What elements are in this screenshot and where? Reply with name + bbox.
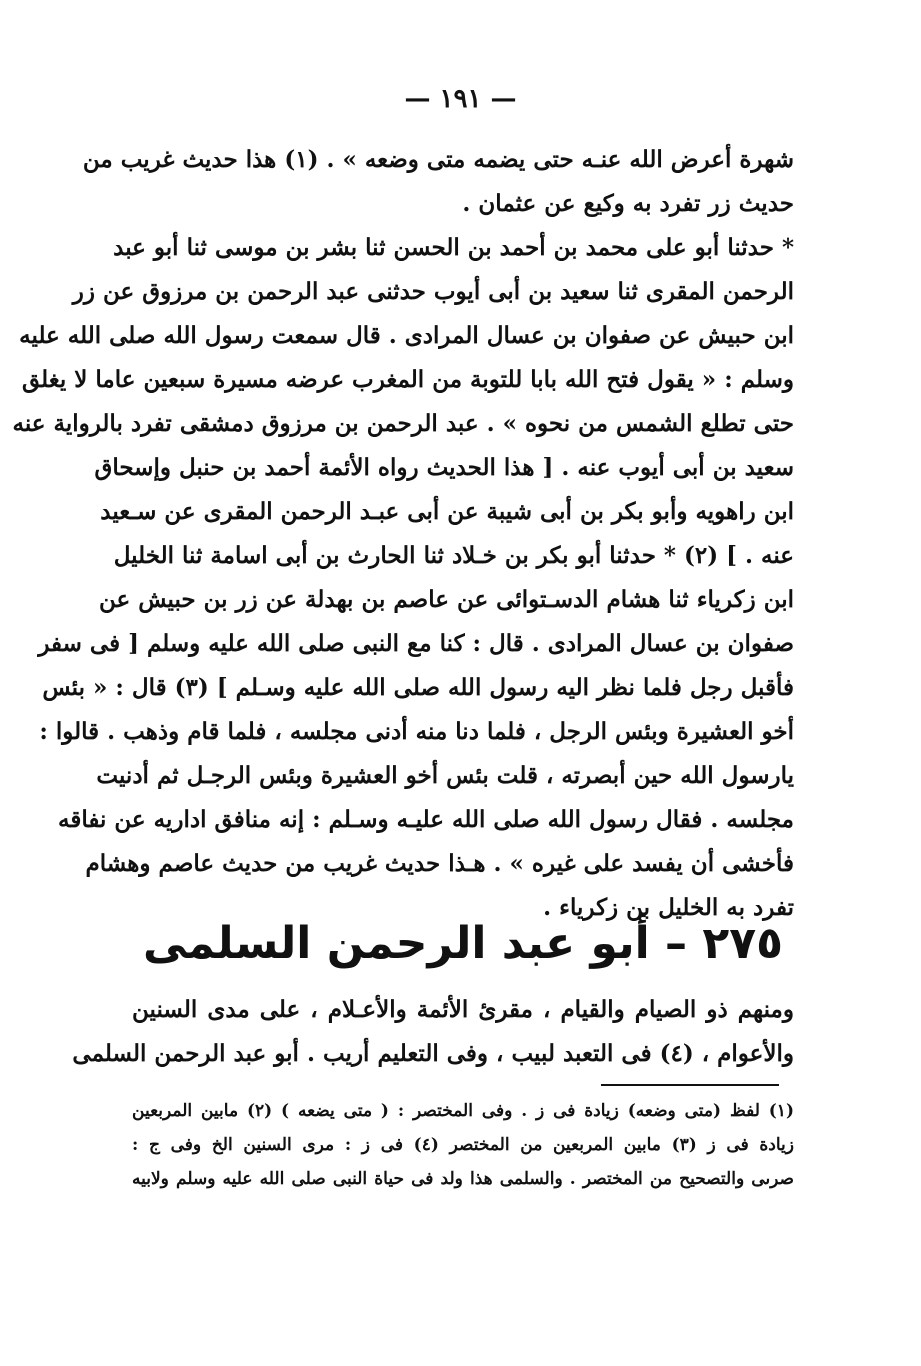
section-text-block [72, 988, 794, 1076]
text-line: عنه . ] (٢) * حدثنا أبو بكر بن خـلاد ثنا الحارث بن أبى اسامة ثنا الخليل [113, 542, 794, 569]
text-line: سعيد بن أبى أيوب عنه . [ هذا الحديث رواه الأئمة أحمد بن حنبل وإسحاق [94, 454, 794, 481]
text-line: أخو العشيرة وبئس الرجل ، فلما دنا منه أدنى مجلسه ، فلما قام وذهب . قالوا : [39, 718, 794, 745]
page-number: — ١٩١ — [404, 84, 517, 114]
text-line: والأعوام ، (٤) فى التعبد لبيب ، وفى التعليم أريب . أبو عبد الرحمن السلمى [72, 1040, 794, 1067]
text-line: ومنهم ذو الصيام والقيام ، مقرئ الأئمة والأعـلام ، على مدى السنين [132, 996, 794, 1023]
text-line: الرحمن المقرى ثنا سعيد بن أبى أيوب حدثنى عبد الرحمن بن مرزوق عن زر [72, 278, 794, 305]
text-line: صفوان بن عسال المرادى . قال : كنا مع النبى صلى الله عليه وسلم [ فى سفر [38, 630, 794, 657]
text-line: فأقبل رجل فلما نظر اليه رسول الله صلى الله عليه وسـلم ] (٣) قال : « بئس [42, 674, 794, 701]
text-line: مجلسه . فقال رسول الله صلى الله عليـه وسـلم : إنه منافق اداريه عن نفاقه [58, 806, 794, 833]
main-text-block [12, 138, 794, 930]
text-line: يارسول الله حين أبصرته ، قلت بئس أخو العشيرة وبئس الرجـل ثم أدنيت [96, 762, 794, 789]
text-line: تفرد به الخليل بن زكرياء . [543, 894, 794, 921]
text-line: ابن زكرياء ثنا هشام الدسـتوائى عن عاصم بن بهدلة عن زر بن حبيش عن [98, 586, 794, 613]
footnote-line: (١) لفظ (متى وضعه) زيادة فى ز . وفى المختصر : ( متى يضعه ) (٢) مابين المربعين [132, 1101, 794, 1121]
footnote-line: صرىى والتصحيح من المختصر . والسلمى هذا ولد فى حياة النبى صلى الله عليه وسلم ولابيه [132, 1169, 794, 1189]
footnote-line: زيادة فى ز (٣) مابين المربعين من المختصر (٤) فى ز : مرى السنين الخ وفى ج : [132, 1135, 794, 1155]
text-line: * حدثنا أبو على محمد بن أحمد بن الحسن ثنا بشر بن موسى ثنا أبو عبد [113, 234, 794, 261]
text-line: شهرة أعرض الله عنـه حتى يضمه متى وضعه » . (١) هذا حديث غريب من [82, 146, 794, 173]
text-line: حديث زر تفرد به وكيع عن عثمان . [462, 190, 794, 217]
text-line: حتى تطلع الشمس من نحوه » . عبد الرحمن بن مرزوق دمشقى تفرد بالرواية عنه [12, 410, 794, 437]
text-line: ابن راهويه وأبو بكر بن أبى شيبة عن أبى عبـد الرحمن المقرى عن سـعيد [100, 498, 794, 525]
footnote-divider [601, 1084, 779, 1086]
text-line: وسلم : « يقول فتح الله بابا للتوبة من المغرب عرضه مسيرة سبعين عاما لا يغلق [21, 366, 794, 393]
section-heading: ٢٧٥ – أبو عبد الرحمن السلمى [143, 918, 783, 969]
text-line: فأخشى أن يفسد على غيره » . هـذا حديث غريب من حديث عاصم وهشام [85, 850, 794, 877]
text-line: ابن حبيش عن صفوان بن عسال المرادى . قال سمعت رسول الله صلى الله عليه [19, 322, 794, 349]
footnotes-block [132, 1094, 794, 1196]
